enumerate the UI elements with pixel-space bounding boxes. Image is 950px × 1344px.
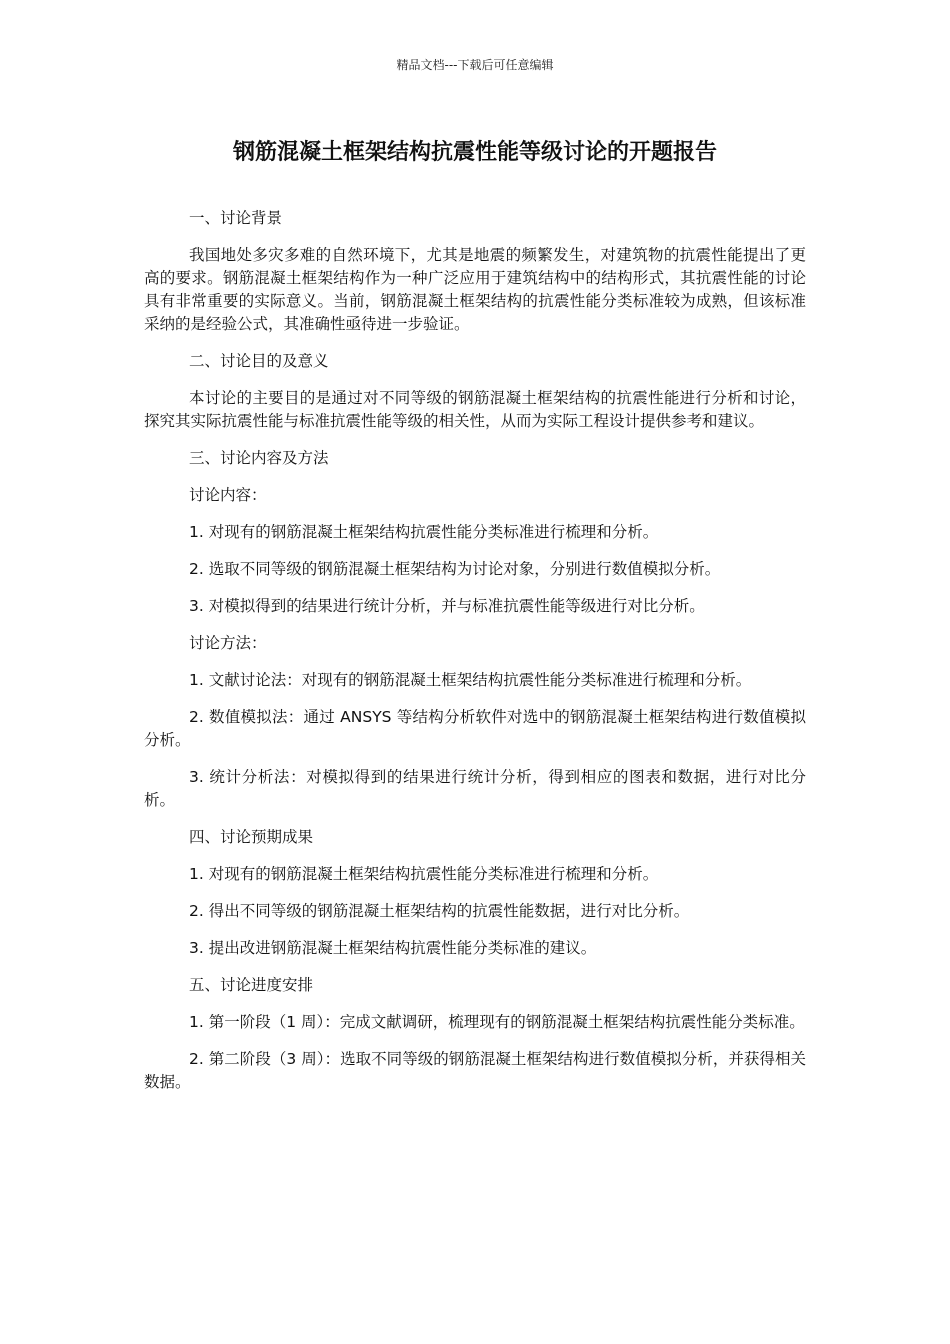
list-item: 3. 提出改进钢筋混凝土框架结构抗震性能分类标准的建议。 [189, 939, 597, 957]
section-heading-content-method: 三、讨论内容及方法 [189, 449, 329, 467]
list-item: 1. 对现有的钢筋混凝土框架结构抗震性能分类标准进行梳理和分析。 [189, 865, 659, 883]
paragraph-background: 我国地处多灾多难的自然环境下，尤其是地震的频繁发生，对建筑物的抗震性能提出了更高的要求。钢筋混凝土框架结构作为一种广泛应用于建筑结构中的结构形式，其抗震性能的讨论具有非常重要的实际意义。当前，钢筋混凝土框架结构的抗震性能分类标准较为成熟，但该标准采纳的是经验公式，其准确性亟待进一步验证。 [144, 246, 806, 333]
list-item: 1. 文献讨论法：对现有的钢筋混凝土框架结构抗震性能分类标准进行梳理和分析。 [189, 671, 752, 689]
section-heading-background: 一、讨论背景 [189, 209, 283, 227]
document-body [144, 207, 806, 1108]
subheading-content: 讨论内容： [189, 486, 267, 504]
list-item: 3. 对模拟得到的结果进行统计分析，并与标准抗震性能等级进行对比分析。 [189, 597, 705, 615]
list-item: 3. 统计分析法：对模拟得到的结果进行统计分析，得到相应的图表和数据，进行对比分析。 [144, 768, 806, 809]
list-item: 2. 第二阶段（3 周）：选取不同等级的钢筋混凝土框架结构进行数值模拟分析，并获得相关数据。 [144, 1050, 806, 1091]
section-heading-results: 四、讨论预期成果 [189, 828, 314, 846]
list-item: 2. 数值模拟法：通过 ANSYS 等结构分析软件对选中的钢筋混凝土框架结构进行数值模拟分析。 [144, 708, 806, 749]
section-heading-schedule: 五、讨论进度安排 [189, 976, 314, 994]
header-note: 精品文档---下载后可任意编辑 [396, 58, 554, 72]
list-item: 2. 得出不同等级的钢筋混凝土框架结构的抗震性能数据，进行对比分析。 [189, 902, 690, 920]
list-item: 1. 第一阶段（1 周）：完成文献调研，梳理现有的钢筋混凝土框架结构抗震性能分类标准。 [189, 1013, 805, 1031]
section-heading-purpose: 二、讨论目的及意义 [189, 352, 329, 370]
list-item: 1. 对现有的钢筋混凝土框架结构抗震性能分类标准进行梳理和分析。 [189, 523, 659, 541]
list-item: 2. 选取不同等级的钢筋混凝土框架结构为讨论对象，分别进行数值模拟分析。 [189, 560, 721, 578]
paragraph-purpose: 本讨论的主要目的是通过对不同等级的钢筋混凝土框架结构的抗震性能进行分析和讨论，探究其实际抗震性能与标准抗震性能等级的相关性，从而为实际工程设计提供参考和建议。 [144, 389, 806, 430]
document-title: 钢筋混凝土框架结构抗震性能等级讨论的开题报告 [232, 140, 717, 165]
subheading-method: 讨论方法： [189, 634, 267, 652]
